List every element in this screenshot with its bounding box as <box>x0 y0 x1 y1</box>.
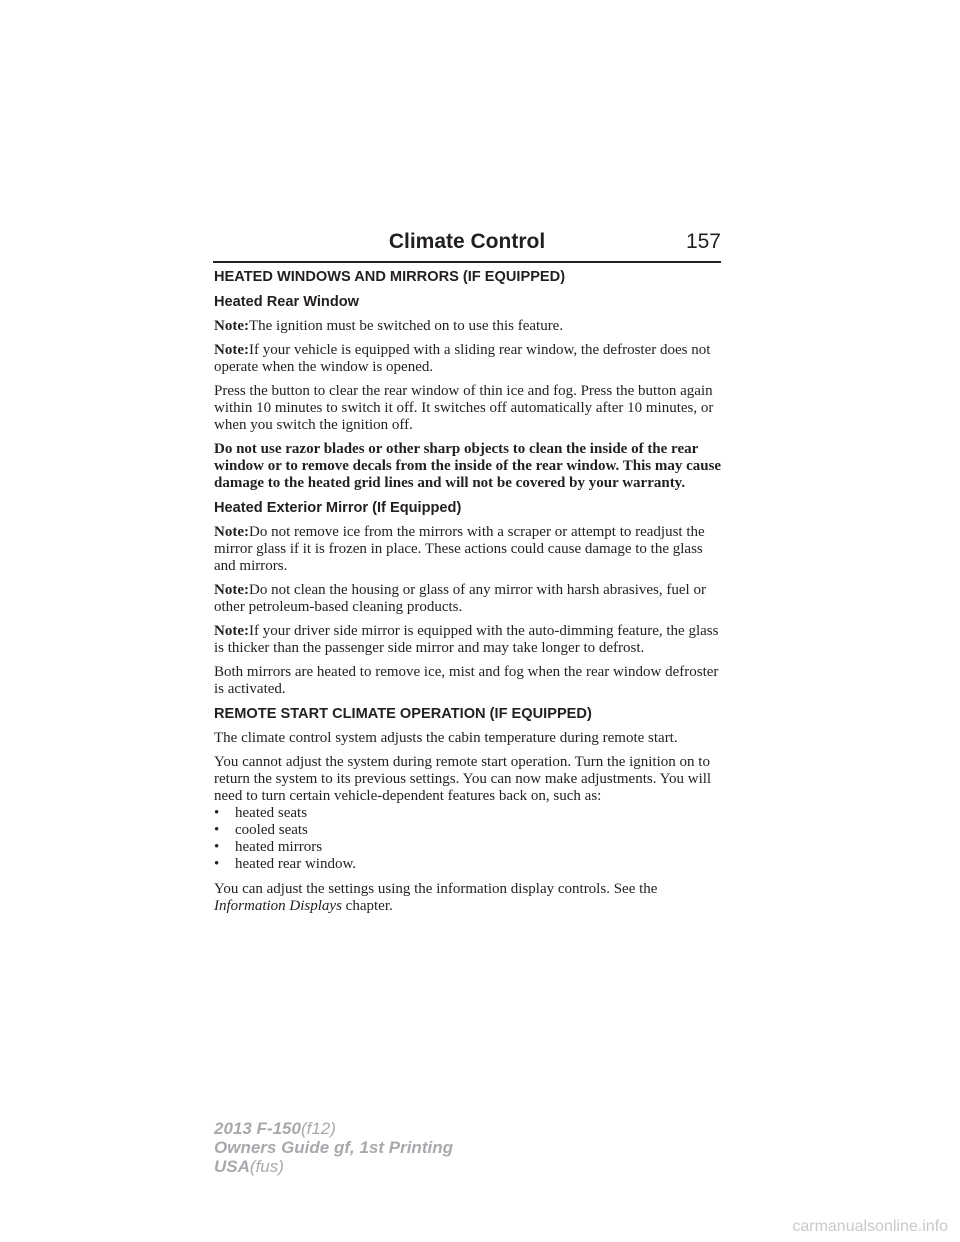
list-item: • heated mirrors <box>214 839 323 855</box>
footer-line-guide: Owners Guide gf, 1st Printing <box>214 1138 453 1157</box>
rear-window-warning: Do not use razor blades or other sharp objects to clean the inside of the rear window or to remove decals from the inside of the rear window. This may cause damage to the heated grid lines and will not be covered by your warranty. <box>214 441 722 491</box>
bullet-icon: • <box>214 839 220 855</box>
mirrors-heated-description: Both mirrors are heated to remove ice, mist and fog when the rear window defroster is activated. <box>214 664 719 697</box>
bullet-icon: • <box>214 822 220 838</box>
chapter-title: Climate Control <box>388 230 546 253</box>
subheading-heated-exterior-mirror: Heated Exterior Mirror (If Equipped) <box>214 500 462 516</box>
footer-line-model: 2013 F-150(f12) <box>214 1119 336 1138</box>
section-heading-heated-windows: HEATED WINDOWS AND MIRRORS (IF EQUIPPED) <box>214 269 566 285</box>
note-text: Do not clean the housing or glass of any mirror with harsh abrasives, fuel or other petroleum-based cleaning products. <box>214 582 706 615</box>
bullet-icon: • <box>214 805 220 821</box>
note-text: If your vehicle is equipped with a sliding rear window, the defroster does not operate when the window is opened. <box>214 342 711 375</box>
page-content <box>214 268 724 922</box>
remote-start-paragraph-1: The climate control system adjusts the cabin temperature during remote start. <box>214 730 678 746</box>
note-cleaning <box>214 582 724 616</box>
note-ignition <box>214 318 724 335</box>
list-item: • heated rear window. <box>214 856 357 872</box>
note-text: If your driver side mirror is equipped with the auto-dimming feature, the glass is thicker than the passenger side mirror and may take longer to defrost. <box>214 623 719 656</box>
note-auto-dimming <box>214 623 724 657</box>
note-label: Note: <box>214 342 249 358</box>
remote-start-paragraph-3: You can adjust the settings using the information display controls. See the Information Displays chapter. <box>214 881 658 914</box>
note-label: Note: <box>214 582 249 598</box>
document-footer <box>214 1119 453 1176</box>
bullet-icon: • <box>214 856 220 872</box>
note-text: Do not remove ice from the mirrors with a scraper or attempt to readjust the mirror glass if it is frozen in place. These actions could cause damage to the glass and mirrors. <box>214 524 705 574</box>
subheading-heated-rear-window: Heated Rear Window <box>214 294 360 310</box>
section-heading-remote-start: REMOTE START CLIMATE OPERATION (IF EQUIPPED) <box>214 706 592 722</box>
page-number: 157 <box>685 230 721 253</box>
list-item: • cooled seats <box>214 822 308 838</box>
note-label: Note: <box>214 318 249 334</box>
feature-list <box>214 805 724 873</box>
page-header <box>213 229 721 263</box>
remote-start-paragraph-2: You cannot adjust the system during remote start operation. Turn the ignition on to return the system to its previous settings. You can now make adjustments. You will need to turn certain vehicle-dependent features back on, such as: <box>214 754 712 804</box>
footer-line-region: USA(fus) <box>214 1157 284 1176</box>
site-watermark: carmanualsonline.info <box>792 1218 948 1235</box>
note-sliding-window <box>214 342 724 376</box>
rear-window-instructions: Press the button to clear the rear window of thin ice and fog. Press the button again within 10 minutes to switch it off. It switches off automatically after 10 minutes, or when you switch the ignition off. <box>214 383 714 433</box>
chapter-reference: Information Displays <box>214 898 342 914</box>
note-text: The ignition must be switched on to use this feature. <box>248 318 564 334</box>
list-item: • heated seats <box>214 805 308 821</box>
note-label: Note: <box>214 524 249 540</box>
note-label: Note: <box>214 623 249 639</box>
note-scraper <box>214 524 724 575</box>
